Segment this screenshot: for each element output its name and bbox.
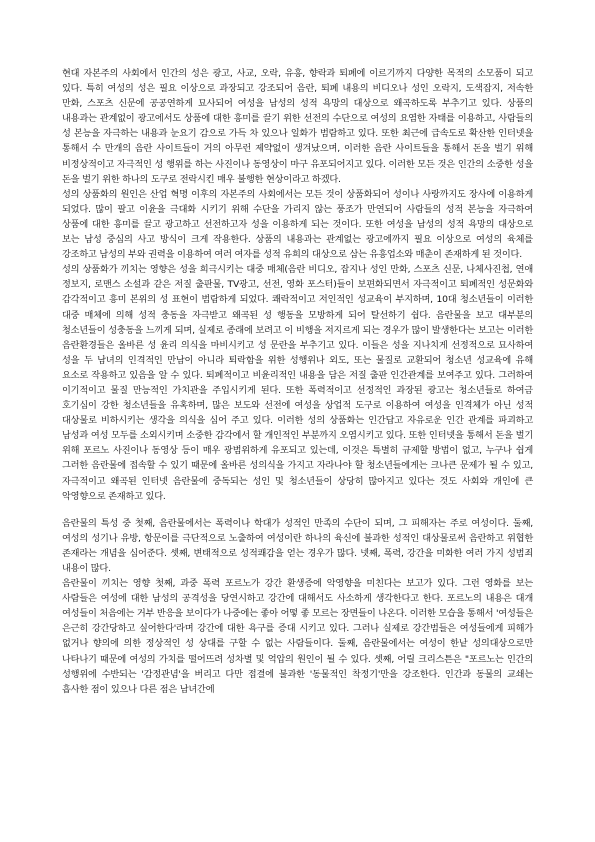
section-spacer bbox=[62, 504, 533, 516]
paragraph-effects: 성의 상품화가 끼치는 영향은 성을 희극시키는 대중 매체(음란 비디오, 잡지나 성인 만화, 스포츠 신문, 나체사진첩, 연애 정보지, 로맨스 소설과 같은 저질 출판물, TV광고, 선전, 영화 포스터)들이 보편화되면서 자극적이고 퇴폐적인 성문화와 감각적이고 흥미 본위의 성 표현이 범람하게 되었다. 쾌락적이고 저인적인 성교육이 부지하며, 10대 청소년들이 이러한 대중 매체에 의해 성적 충동을 자극받고 왜곡된 성 행동을 모방하게 되어 탈선하기 쉽다. 음란물을 보고 대부분의 청소년들이 성충동을 느끼게 되며, 실제로 종래에 보려고 이 비행을 저지르게 되는 경우가 많이 발생한다는 보고는 이러한 음란환경들은 올바른 성 윤리 의식을 마비시키고 성 문란을 부추기고 있다. 이들은 성을 지나치게 선정적으로 묘사하여 성을 두 남녀의 인격적인 만남이 아니라 퇴락함을 위한 성행위나 외도, 또는 물질로 교환되어 청소년 성교육에 유해 요소로 작용하고 있음을 알 수 있다. 퇴폐적이고 비윤리적인 내용을 담은 저질 출판 인간관계를 보여주고 있다. 그러하여 이기적이고 물질 만능적인 가치관을 주입시키게 된다. 또한 폭력적이고 선정적인 과장된 광고는 청소년들로 하여금 호기심이 강한 청소년들을 유혹하며, 많은 보도와 선전에 여성을 상업적 도구로 이용하여 여성을 인격체가 아닌 성적 대상물로 비하시키는 생각을 의식을 심어 주고 있다. 이러한 성의 상품화는 인간답고 자유로운 인간 관계를 파괴하고 남성과 여성 모두를 소외시키며 소중한 감각에서 할 개인적인 부분까지 오염시키고 있다. 또한 인터넷을 통해서 돈을 벌기 위해 포르노 사진이나 동영상 등이 매우 광범위하게 유포되고 있는데, 이것은 특별히 규제할 방법이 없고, 누구나 쉽게 그러한 음란물에 접속할 수 있기 때문에 올바른 성의식을 가지고 자라나야 할 청소년들에게는 크나큰 문제가 될 수 있고, 자극적이고 왜곡된 인터넷 음란물에 중독되는 성인 및 청소년들이 상당히 많아지고 있다는 것도 사회와 개인에 큰 악영향으로 존재하고 있다. bbox=[62, 264, 533, 502]
text-section-2 bbox=[62, 516, 533, 697]
paragraph-causes: 성의 상품화의 원인은 산업 혁명 이후의 자본주의 사회에서는 모든 것이 상품화되어 성이나 사랑까지도 장사에 이용하게 되었다. 많이 팔고 이윤을 극대화 시키기 위해 수단을 가리지 않는 풍조가 만연되어 사람들의 성적 본능을 자극하여 상품에 대한 흥미를 끌고 광고하고 선전하고자 성을 이용하게 되는 것이다. 또한 여성을 남성의 성적 욕망의 대상으로 보는 남성 중심의 사고 방식이 크게 작용한다. 상품의 내용과는 관계없는 광고에까지 필요 이상으로 여성의 육체를 강조하고 남성의 부와 권력을 이용하여 여러 여자를 성적 유희의 대상으로 삼는 유흥업소와 매춘이 존재하게 된 것이다. bbox=[62, 188, 533, 261]
text-section-1 bbox=[62, 66, 533, 504]
paragraph-intro: 현대 자본주의 사회에서 인간의 성은 광고, 사교, 오락, 유흥, 향락과 퇴폐에 이르기까지 다양한 목적의 소모품이 되고 있다. 특히 여성의 성은 필요 이상으로 과장되고 강조되어 음란, 퇴폐 내용의 비디오나 성인 오락지, 도색잡지, 저속한 만화, 스포츠 신문에 공공연하게 묘사되어 여성을 남성의 성적 욕망의 대상으로 왜곡하도록 부추기고 있다. 상품의 내용과는 관계없이 광고에서도 상품에 대한 흥미를 끌기 위한 선전의 수단으로 여성의 요염한 자태를 이용하고, 사람들의 성 본능을 자극하는 내용과 눈요기 감으로 가득 차 있으나 일화가 범람하고 있다. 또한 최근에 급속도로 확산한 인터넷을 통해서 수 만개의 음란 사이트들이 거의 아무런 제약없이 생겨났으며, 이러한 음란 사이트들을 통해서 돈을 벌기 위해 비정상적이고 자극적인 성 행위를 하는 사진이나 동영상이 마구 유포되어지고 있다. 이러한 모든 것은 인간의 소중한 성을 돈을 벌기 위한 하나의 도구로 전락시킨 매우 불행한 현상이라고 하겠다. bbox=[62, 68, 533, 185]
paragraph-influence: 음란물이 끼치는 영향 첫째, 과중 폭력 포르노가 강간 환생증에 악영향을 미친다는 보고가 있다. 그런 영화를 보는 사람들은 여성에 대한 남성의 공격성을 당연시하고 강간에 대해서도 사소하게 생각한다고 한다. 포르노의 내용은 대개 여성들이 처음에는 거부 반응을 보이다가 나중에는 좋아 어떻 좋 모르는 장면들이 나온다. 이러한 모습을 통해서 '여성들은 은근히 강간당하고 싶어한다'라며 강간에 대한 욕구를 증대 시키고 있다. 그러나 실제로 강간범들은 여성들에게 피해가 없거나 향의에 의한 정상적인 성 상대를 구할 수 없는 사람들이다. 둘째, 음란물에서는 여성이 한낱 성의대상으로만 나타나기 때문에 여성의 가치를 떨어뜨려 성차별 및 억압의 원인이 될 수 있다. 셋째, 어릴 크리스튼은 "포르노는 인간의 성행위에 수반되는 '감정관념'을 버리고 다만 접결에 불과한 '동물적인 착정기'만을 강조한다. 인간과 동물의 교쇄는 흡사한 점이 있으나 다른 점은 남녀간에 bbox=[62, 578, 533, 695]
paragraph-characteristics: 음란물의 특성 중 첫째, 음란물에서는 폭력이나 학대가 성적인 만족의 수단이 되며, 그 피해자는 주로 여성이다. 둘째, 여성의 성기나 유방, 항문이를 극단적으로 노출하여 여성이란 하나의 육신에 불과한 성적인 대상물로써 음란하고 위협한 존재라는 개념을 심어준다. 셋째, 변태적으로 성적쾌감을 얻는 경우가 많다. 넷째, 폭력, 강간을 미화한 여러 가지 성범죄 내용이 많다. bbox=[62, 517, 533, 574]
